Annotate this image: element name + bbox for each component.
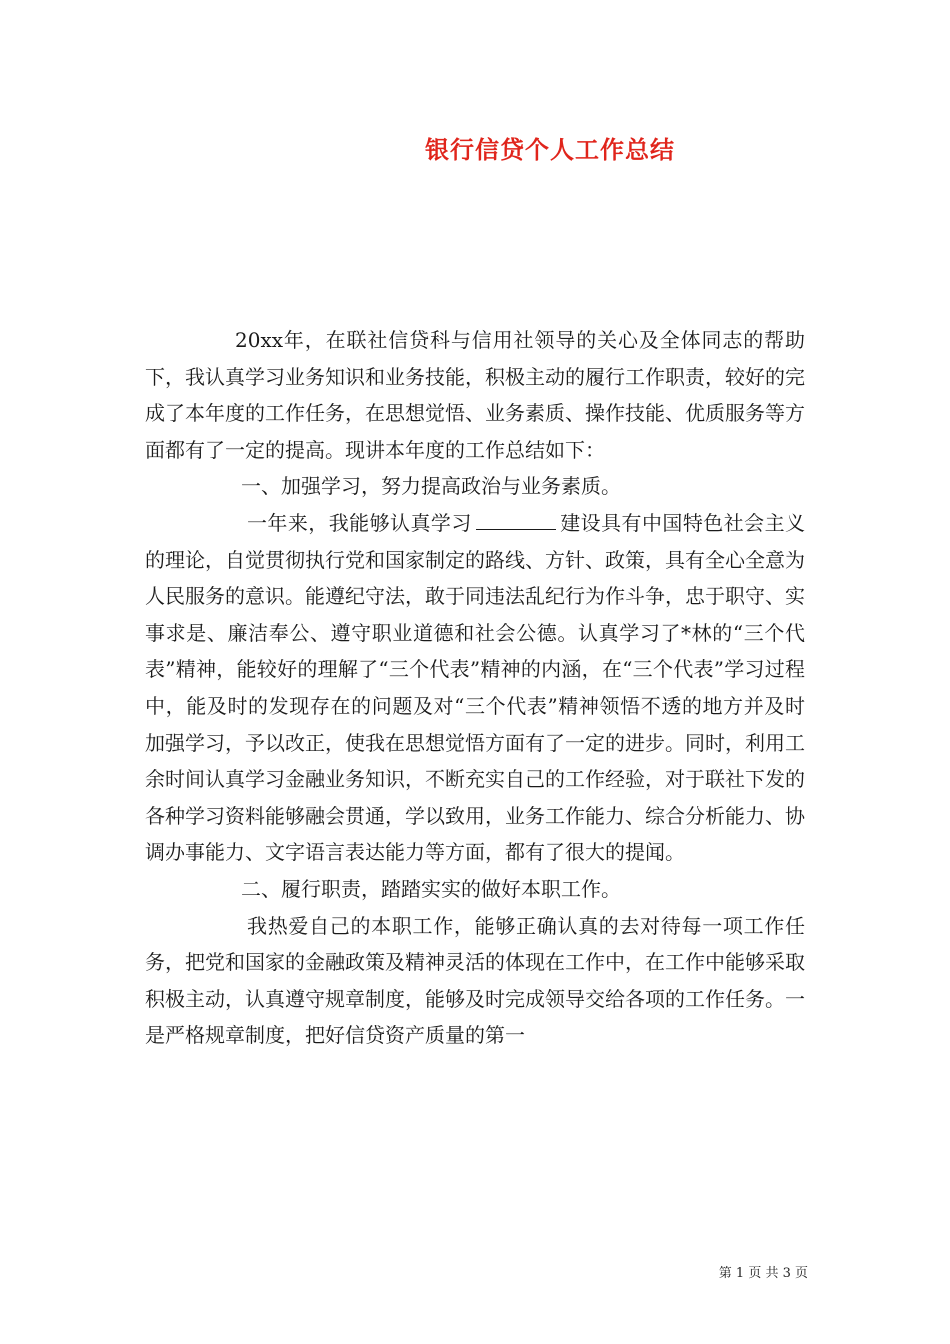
document-title: 银行信贷个人工作总结 (425, 135, 675, 164)
page-number-footer: 第 1 页 共 3 页 (718, 1266, 808, 1281)
section-heading-2: 二、履行职责，踏踏实实的做好本职工作。 (241, 876, 621, 901)
paragraph-intro: 20xx年，在联社信贷科与信用社领导的关心及全体同志的帮助下，我认真学习业务知识和业务技能，积极主动的履行工作职责，较好的完成了本年度的工作任务，在思想觉悟、业务素质、操作技能、优质服务等方面都有了一定的提高。现讲本年度的工作总结如下： (145, 328, 805, 462)
paragraph-study-rest: 建设具有中国特色社会主义的理论，自觉贯彻执行党和国家制定的路线、方针、政策，具有全心全意为人民服务的意识。能遵纪守法，敢于同违法乱纪行为作斗争，忠于职守、实事求是、廉洁奉公、遵守职业道德和社会公德。认真学习了*林的“三个代表”精神，能较好的理解了“三个代表”精神的内涵，在“三个代表”学习过程中，能及时的发现存在的问题及对“三个代表”精神领悟不透的地方并及时加强学习，予以改正，使我在思想觉悟方面有了一定的进步。同时，利用工余时间认真学习金融业务知识，不断充实自己的工作经验，对于联社下发的各种学习资料能够融会贯通，学以致用，业务工作能力、综合分析能力、协调办事能力、文字语言表达能力等方面，都有了很大的提闻。 (145, 510, 806, 865)
document-body (145, 322, 805, 1054)
paragraph-duties: 我热爱自己的本职工作，能够正确认真的去对待每一项工作任务，把党和国家的金融政策及精神灵活的体现在工作中，在工作中能够采取积极主动，认真遵守规章制度，能够及时完成领导交给各项的工作任务。一是严格规章制度，把好信贷资产质量的第一 (145, 913, 805, 1048)
paragraph-study-start: 一年来，我能够认真学习 (247, 510, 472, 535)
blank-underline (476, 509, 556, 530)
paragraph-study (145, 505, 805, 871)
section-heading-1: 一、加强学习，努力提高政治与业务素质。 (241, 474, 621, 499)
